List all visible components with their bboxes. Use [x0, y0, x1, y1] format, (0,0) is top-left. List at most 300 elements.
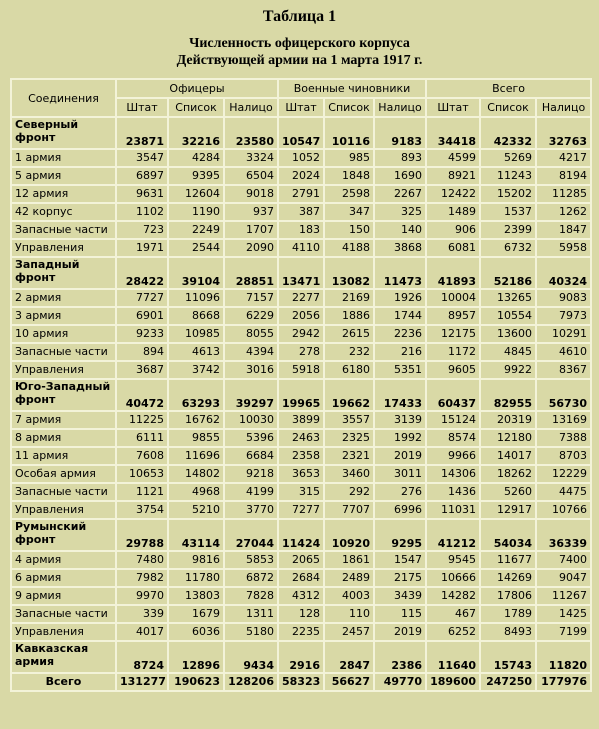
value-cell: 9970 [116, 587, 168, 605]
value-cell: 467 [426, 605, 480, 623]
value-cell: 8724 [116, 641, 168, 673]
value-cell: 1679 [168, 605, 224, 623]
value-cell: 894 [116, 343, 168, 361]
value-cell: 1121 [116, 483, 168, 501]
value-cell: 9295 [374, 519, 426, 551]
value-cell: 2489 [324, 569, 374, 587]
value-cell: 17806 [480, 587, 536, 605]
value-cell: 9816 [168, 551, 224, 569]
table-row [11, 167, 591, 185]
table-body [11, 117, 591, 691]
unit-name-cell: Особая армия [11, 465, 116, 483]
value-cell: 115 [374, 605, 426, 623]
value-cell: 8921 [426, 167, 480, 185]
value-cell: 3899 [278, 411, 324, 429]
unit-name-cell: 11 армия [11, 447, 116, 465]
unit-name-cell: Управления [11, 623, 116, 641]
table-row [11, 185, 591, 203]
value-cell: 49770 [374, 673, 426, 691]
unit-name-cell: 8 армия [11, 429, 116, 447]
value-cell: 9966 [426, 447, 480, 465]
value-cell: 9047 [536, 569, 591, 587]
header-present: Налицо [536, 98, 591, 117]
value-cell: 11473 [374, 257, 426, 289]
value-cell: 10985 [168, 325, 224, 343]
value-cell: 4003 [324, 587, 374, 605]
value-cell: 5269 [480, 149, 536, 167]
value-cell: 12917 [480, 501, 536, 519]
value-cell: 52186 [480, 257, 536, 289]
table-row [11, 325, 591, 343]
value-cell: 2942 [278, 325, 324, 343]
unit-name-line-1: Юго-Западный [15, 380, 111, 393]
value-cell: 8055 [224, 325, 278, 343]
value-cell: 1971 [116, 239, 168, 257]
value-cell: 2235 [278, 623, 324, 641]
value-cell: 6036 [168, 623, 224, 641]
value-cell: 6996 [374, 501, 426, 519]
value-cell: 183 [278, 221, 324, 239]
front-row [11, 641, 591, 673]
unit-name-cell: Управления [11, 239, 116, 257]
value-cell: 8574 [426, 429, 480, 447]
value-cell: 6732 [480, 239, 536, 257]
value-cell: 190623 [168, 673, 224, 691]
value-cell: 6180 [324, 361, 374, 379]
value-cell: 63293 [168, 379, 224, 411]
table-row [11, 307, 591, 325]
value-cell: 60437 [426, 379, 480, 411]
value-cell: 36339 [536, 519, 591, 551]
value-cell: 8493 [480, 623, 536, 641]
value-cell: 12422 [426, 185, 480, 203]
unit-name-line-2: фронт [15, 131, 56, 144]
table-row [11, 411, 591, 429]
value-cell: 6252 [426, 623, 480, 641]
value-cell: 1547 [374, 551, 426, 569]
value-cell: 1992 [374, 429, 426, 447]
value-cell: 1789 [480, 605, 536, 623]
unit-name-cell: 4 армия [11, 551, 116, 569]
value-cell: 1262 [536, 203, 591, 221]
value-cell: 9018 [224, 185, 278, 203]
value-cell: 27044 [224, 519, 278, 551]
header-present: Налицо [374, 98, 426, 117]
value-cell: 82955 [480, 379, 536, 411]
unit-name-line-1: Северный [15, 118, 79, 131]
value-cell: 6229 [224, 307, 278, 325]
value-cell: 1926 [374, 289, 426, 307]
value-cell: 2169 [324, 289, 374, 307]
value-cell: 11267 [536, 587, 591, 605]
unit-name-line-2: фронт [15, 271, 56, 284]
value-cell: 12175 [426, 325, 480, 343]
value-cell: 347 [324, 203, 374, 221]
table-row [11, 623, 591, 641]
value-cell: 9218 [224, 465, 278, 483]
front-row [11, 257, 591, 289]
unit-name-cell [11, 641, 116, 673]
unit-name-cell: 3 армия [11, 307, 116, 325]
value-cell: 1847 [536, 221, 591, 239]
header-staff: Штат [426, 98, 480, 117]
value-cell: 110 [324, 605, 374, 623]
value-cell: 11820 [536, 641, 591, 673]
value-cell: 58323 [278, 673, 324, 691]
value-cell: 177976 [536, 673, 591, 691]
value-cell: 8957 [426, 307, 480, 325]
value-cell: 2325 [324, 429, 374, 447]
value-cell: 339 [116, 605, 168, 623]
value-cell: 3011 [374, 465, 426, 483]
value-cell: 54034 [480, 519, 536, 551]
value-cell: 6504 [224, 167, 278, 185]
value-cell: 1886 [324, 307, 374, 325]
value-cell: 5180 [224, 623, 278, 641]
value-cell: 2463 [278, 429, 324, 447]
value-cell: 7727 [116, 289, 168, 307]
value-cell: 11096 [168, 289, 224, 307]
value-cell: 2598 [324, 185, 374, 203]
value-cell: 34418 [426, 117, 480, 149]
value-cell: 10030 [224, 411, 278, 429]
value-cell: 12229 [536, 465, 591, 483]
value-cell: 10547 [278, 117, 324, 149]
value-cell: 9545 [426, 551, 480, 569]
value-cell: 20319 [480, 411, 536, 429]
header-staff: Штат [116, 98, 168, 117]
value-cell: 216 [374, 343, 426, 361]
value-cell: 9183 [374, 117, 426, 149]
value-cell: 189600 [426, 673, 480, 691]
value-cell: 3139 [374, 411, 426, 429]
table-row [11, 361, 591, 379]
value-cell: 32763 [536, 117, 591, 149]
value-cell: 1489 [426, 203, 480, 221]
value-cell: 12604 [168, 185, 224, 203]
unit-name-cell [11, 379, 116, 411]
value-cell: 10666 [426, 569, 480, 587]
value-cell: 15124 [426, 411, 480, 429]
officer-corps-table [10, 78, 592, 692]
header-list: Список [168, 98, 224, 117]
table-row [11, 501, 591, 519]
unit-name-cell: 42 корпус [11, 203, 116, 221]
value-cell: 10291 [536, 325, 591, 343]
value-cell: 7199 [536, 623, 591, 641]
unit-name-line-1: Западный [15, 258, 80, 271]
value-cell: 3653 [278, 465, 324, 483]
value-cell: 2090 [224, 239, 278, 257]
value-cell: 39104 [168, 257, 224, 289]
value-cell: 1052 [278, 149, 324, 167]
value-cell: 32216 [168, 117, 224, 149]
value-cell: 906 [426, 221, 480, 239]
table-row [11, 465, 591, 483]
unit-name-cell [11, 257, 116, 289]
value-cell: 56627 [324, 673, 374, 691]
front-row [11, 117, 591, 149]
value-cell: 18262 [480, 465, 536, 483]
header-military-officials: Военные чиновники [278, 79, 426, 98]
value-cell: 56730 [536, 379, 591, 411]
value-cell: 6872 [224, 569, 278, 587]
unit-name-cell [11, 117, 116, 149]
table-row [11, 239, 591, 257]
value-cell: 6684 [224, 447, 278, 465]
value-cell: 6111 [116, 429, 168, 447]
unit-name-line-2: фронт [15, 533, 56, 546]
value-cell: 4217 [536, 149, 591, 167]
value-cell: 893 [374, 149, 426, 167]
value-cell: 2684 [278, 569, 324, 587]
value-cell: 3460 [324, 465, 374, 483]
value-cell: 7973 [536, 307, 591, 325]
value-cell: 10653 [116, 465, 168, 483]
value-cell: 40324 [536, 257, 591, 289]
total-row [11, 673, 591, 691]
value-cell: 723 [116, 221, 168, 239]
unit-name-line-1: Румынский [15, 520, 87, 533]
value-cell: 9631 [116, 185, 168, 203]
value-cell: 23871 [116, 117, 168, 149]
value-cell: 9395 [168, 167, 224, 185]
value-cell: 2249 [168, 221, 224, 239]
value-cell: 7400 [536, 551, 591, 569]
value-cell: 11677 [480, 551, 536, 569]
value-cell: 1102 [116, 203, 168, 221]
value-cell: 387 [278, 203, 324, 221]
value-cell: 11640 [426, 641, 480, 673]
value-cell: 12896 [168, 641, 224, 673]
value-cell: 9855 [168, 429, 224, 447]
value-cell: 2916 [278, 641, 324, 673]
value-cell: 4284 [168, 149, 224, 167]
value-cell: 140 [374, 221, 426, 239]
unit-name-cell: Запасные части [11, 221, 116, 239]
front-row [11, 379, 591, 411]
value-cell: 11243 [480, 167, 536, 185]
value-cell: 39297 [224, 379, 278, 411]
value-cell: 4110 [278, 239, 324, 257]
value-cell: 7828 [224, 587, 278, 605]
value-cell: 985 [324, 149, 374, 167]
value-cell: 3687 [116, 361, 168, 379]
table-row [11, 343, 591, 361]
value-cell: 13082 [324, 257, 374, 289]
table-number: Таблица 1 [262, 8, 337, 25]
value-cell: 6897 [116, 167, 168, 185]
value-cell: 7277 [278, 501, 324, 519]
value-cell: 13169 [536, 411, 591, 429]
value-cell: 2019 [374, 623, 426, 641]
unit-name-cell: 1 армия [11, 149, 116, 167]
value-cell: 2615 [324, 325, 374, 343]
value-cell: 14269 [480, 569, 536, 587]
value-cell: 2399 [480, 221, 536, 239]
value-cell: 2321 [324, 447, 374, 465]
unit-name-line-2: армия [15, 655, 55, 668]
value-cell: 3324 [224, 149, 278, 167]
value-cell: 5260 [480, 483, 536, 501]
value-cell: 4475 [536, 483, 591, 501]
value-cell: 1172 [426, 343, 480, 361]
unit-name-cell: 6 армия [11, 569, 116, 587]
value-cell: 10554 [480, 307, 536, 325]
value-cell: 4610 [536, 343, 591, 361]
table-title-line-1: Численность офицерского корпуса [189, 36, 410, 51]
value-cell: 1744 [374, 307, 426, 325]
value-cell: 11780 [168, 569, 224, 587]
value-cell: 8703 [536, 447, 591, 465]
value-cell: 2236 [374, 325, 426, 343]
unit-name-line-2: фронт [15, 393, 56, 406]
value-cell: 13265 [480, 289, 536, 307]
value-cell: 4394 [224, 343, 278, 361]
value-cell: 7157 [224, 289, 278, 307]
value-cell: 17433 [374, 379, 426, 411]
value-cell: 5210 [168, 501, 224, 519]
value-cell: 7388 [536, 429, 591, 447]
value-cell: 2544 [168, 239, 224, 257]
value-cell: 6901 [116, 307, 168, 325]
value-cell: 1311 [224, 605, 278, 623]
table-row [11, 429, 591, 447]
value-cell: 10116 [324, 117, 374, 149]
value-cell: 1436 [426, 483, 480, 501]
value-cell: 28851 [224, 257, 278, 289]
unit-name-cell: Всего [11, 673, 116, 691]
value-cell: 4613 [168, 343, 224, 361]
unit-name-cell [11, 519, 116, 551]
header-staff: Штат [278, 98, 324, 117]
value-cell: 14306 [426, 465, 480, 483]
value-cell: 5396 [224, 429, 278, 447]
table-row [11, 447, 591, 465]
value-cell: 19662 [324, 379, 374, 411]
value-cell: 10920 [324, 519, 374, 551]
value-cell: 28422 [116, 257, 168, 289]
value-cell: 276 [374, 483, 426, 501]
value-cell: 2358 [278, 447, 324, 465]
table-row [11, 149, 591, 167]
value-cell: 5958 [536, 239, 591, 257]
value-cell: 1425 [536, 605, 591, 623]
value-cell: 13471 [278, 257, 324, 289]
unit-name-cell: 10 армия [11, 325, 116, 343]
value-cell: 5853 [224, 551, 278, 569]
unit-name-cell: Управления [11, 501, 116, 519]
table-row [11, 483, 591, 501]
value-cell: 10004 [426, 289, 480, 307]
unit-name-cell: Запасные части [11, 483, 116, 501]
value-cell: 292 [324, 483, 374, 501]
value-cell: 4188 [324, 239, 374, 257]
value-cell: 4017 [116, 623, 168, 641]
value-cell: 3016 [224, 361, 278, 379]
value-cell: 7608 [116, 447, 168, 465]
unit-name-cell: Запасные части [11, 343, 116, 361]
value-cell: 9605 [426, 361, 480, 379]
value-cell: 7480 [116, 551, 168, 569]
value-cell: 3742 [168, 361, 224, 379]
header-officers: Офицеры [116, 79, 278, 98]
value-cell: 278 [278, 343, 324, 361]
value-cell: 4312 [278, 587, 324, 605]
value-cell: 43114 [168, 519, 224, 551]
value-cell: 2847 [324, 641, 374, 673]
table-title-line-2: Действующей армии на 1 марта 1917 г. [176, 53, 423, 68]
table-row [11, 203, 591, 221]
header-list: Список [324, 98, 374, 117]
unit-name-cell: 7 армия [11, 411, 116, 429]
value-cell: 11285 [536, 185, 591, 203]
value-cell: 14017 [480, 447, 536, 465]
value-cell: 2065 [278, 551, 324, 569]
value-cell: 2277 [278, 289, 324, 307]
value-cell: 2056 [278, 307, 324, 325]
value-cell: 4968 [168, 483, 224, 501]
value-cell: 4599 [426, 149, 480, 167]
value-cell: 2024 [278, 167, 324, 185]
value-cell: 2386 [374, 641, 426, 673]
unit-name-line-1: Кавказская [15, 642, 89, 655]
unit-name-cell: 9 армия [11, 587, 116, 605]
unit-name-cell: 12 армия [11, 185, 116, 203]
value-cell: 11031 [426, 501, 480, 519]
value-cell: 232 [324, 343, 374, 361]
value-cell: 6081 [426, 239, 480, 257]
unit-name-cell: 5 армия [11, 167, 116, 185]
value-cell: 3770 [224, 501, 278, 519]
value-cell: 40472 [116, 379, 168, 411]
unit-name-cell: 2 армия [11, 289, 116, 307]
table-row [11, 605, 591, 623]
value-cell: 13600 [480, 325, 536, 343]
unit-name-cell: Управления [11, 361, 116, 379]
value-cell: 2175 [374, 569, 426, 587]
value-cell: 11696 [168, 447, 224, 465]
value-cell: 247250 [480, 673, 536, 691]
value-cell: 41212 [426, 519, 480, 551]
value-cell: 3439 [374, 587, 426, 605]
value-cell: 5351 [374, 361, 426, 379]
value-cell: 3557 [324, 411, 374, 429]
value-cell: 1861 [324, 551, 374, 569]
value-cell: 315 [278, 483, 324, 501]
value-cell: 8668 [168, 307, 224, 325]
unit-name-cell: Запасные части [11, 605, 116, 623]
value-cell: 8194 [536, 167, 591, 185]
header-total: Всего [426, 79, 591, 98]
value-cell: 42332 [480, 117, 536, 149]
value-cell: 4199 [224, 483, 278, 501]
value-cell: 41893 [426, 257, 480, 289]
value-cell: 12180 [480, 429, 536, 447]
value-cell: 150 [324, 221, 374, 239]
value-cell: 3754 [116, 501, 168, 519]
value-cell: 2457 [324, 623, 374, 641]
value-cell: 14282 [426, 587, 480, 605]
value-cell: 14802 [168, 465, 224, 483]
value-cell: 10766 [536, 501, 591, 519]
value-cell: 5918 [278, 361, 324, 379]
value-cell: 16762 [168, 411, 224, 429]
value-cell: 7707 [324, 501, 374, 519]
value-cell: 15202 [480, 185, 536, 203]
value-cell: 1848 [324, 167, 374, 185]
value-cell: 325 [374, 203, 426, 221]
